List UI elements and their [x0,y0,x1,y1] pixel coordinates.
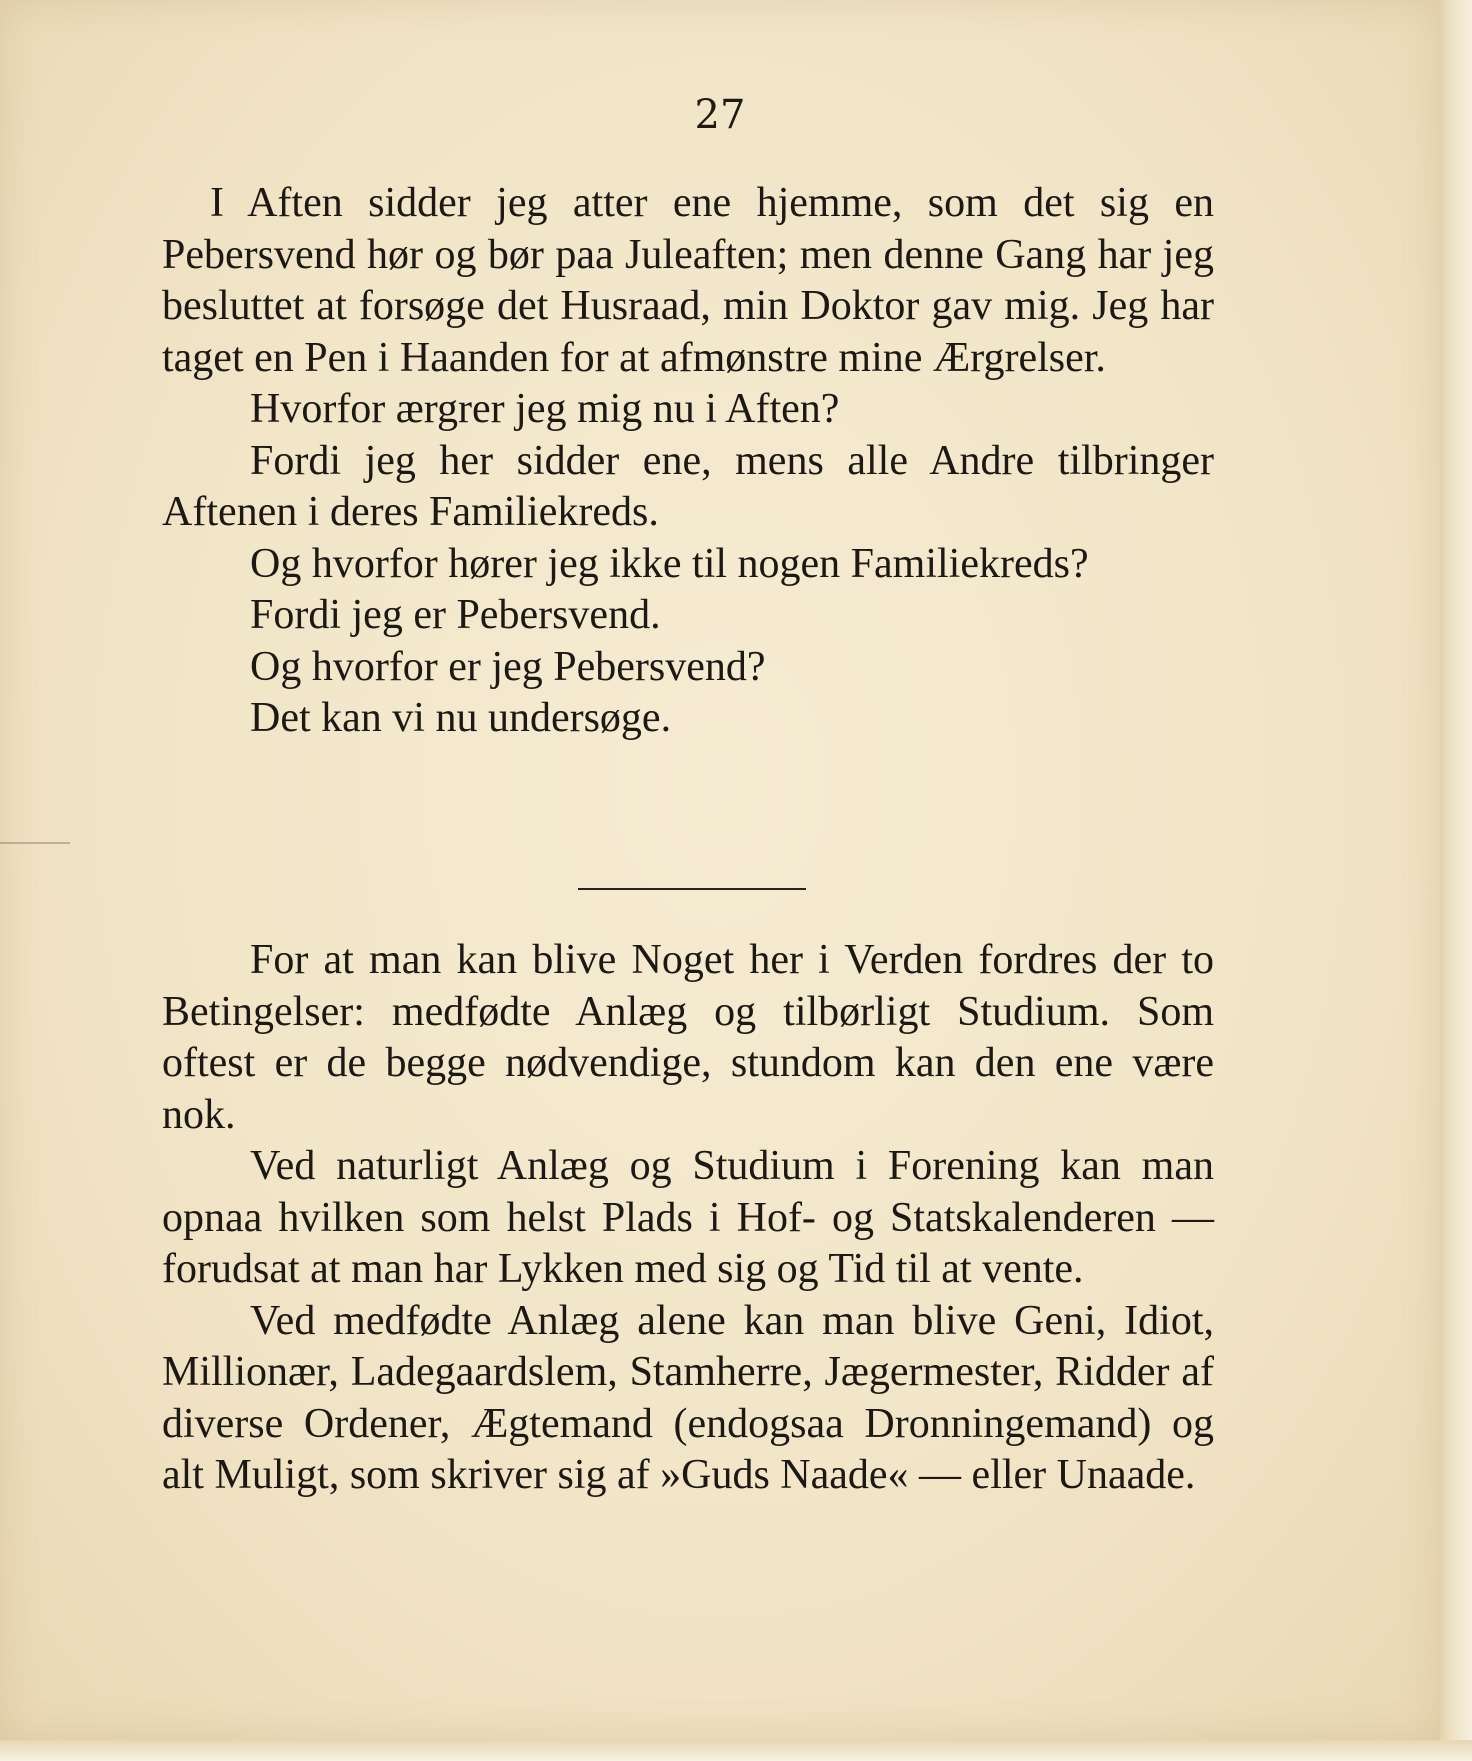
section-divider [578,888,806,890]
paragraph: For at man kan blive Noget her i Verden fordres der to Betingelser: medfødte Anlæg og tilbørligt Studium. Som oftest er de begge nødvendige, stundom kan den ene være nok. [162,937,1214,1138]
paragraph: Fordi jeg er Pebersvend. [250,592,661,638]
paragraph: Hvorfor ærgrer jeg mig nu i Aften? [250,386,840,432]
paragraph: Og hvorfor er jeg Pebersvend? [250,643,766,690]
page-edge [1440,0,1472,1761]
text-block-2 [162,935,1214,1502]
paper-tear-mark [0,842,70,844]
paragraph: Ved naturligt Anlæg og Studium i Forening kan man opnaa hvilken som helst Plads i Hof- og Statskalenderen — forudsat at man har Lykken med sig og Tid til at vente. [162,1143,1214,1292]
page-bottom-edge [0,1740,1472,1761]
paragraph: Og hvorfor hører jeg ikke til nogen Familiekreds? [250,540,1089,587]
page-number: 27 [694,92,746,138]
paragraph: Ved medfødte Anlæg alene kan man blive Geni, Idiot, Millionær, Ladegaardslem, Stamherre, Jægermester, Ridder af diverse Ordener, Ægtemand (endogsaa Dronningemand) og alt Muligt, som skriver sig af »Guds Naade« — eller Unaade. [162,1297,1214,1498]
paragraph: I Aften sidder jeg atter ene hjemme, som det sig en Pebersvend hør og bør paa Juleaften; men denne Gang har jeg besluttet at forsøge det Husraad, min Doktor gav mig. Jeg har taget en Pen i Haanden for at afmønstre mine Ærgrelser. [162,180,1214,381]
text-block-1 [162,178,1214,745]
paragraph: Fordi jeg her sidder ene, mens alle Andre tilbringer Aftenen i deres Familiekreds. [162,437,1214,535]
paragraph: Det kan vi nu undersøge. [250,695,672,741]
